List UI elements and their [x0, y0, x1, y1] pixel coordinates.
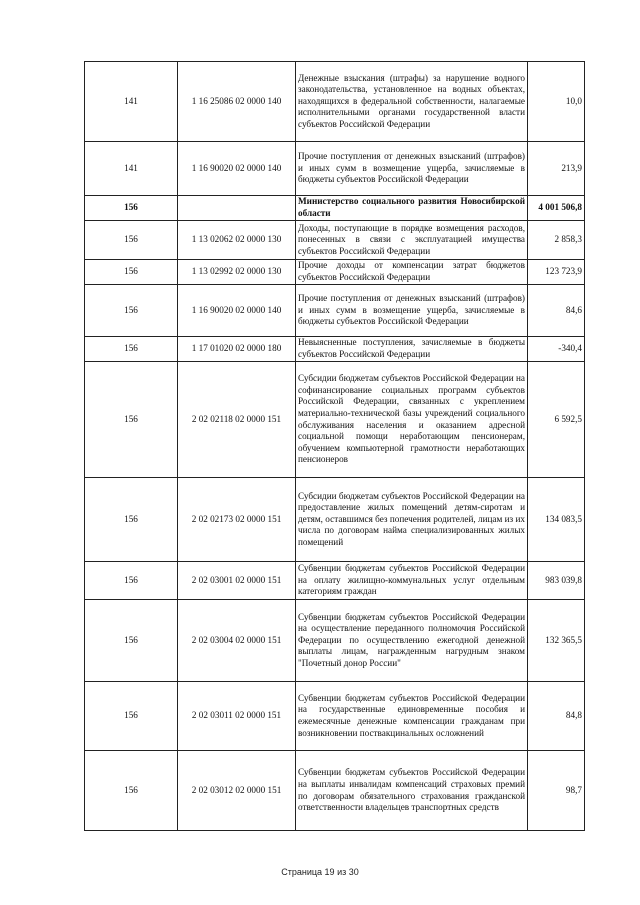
table-row — [85, 285, 585, 337]
amount-cell: 2 858,3 — [528, 221, 585, 260]
amount-cell: 134 083,5 — [528, 478, 585, 562]
revenue-name-cell: Прочие поступления от денежных взысканий (штрафов) и иных сумм в возмещение ущерба, зачисляемые в бюджеты субъектов Российской Федерации — [296, 285, 528, 337]
table-row — [85, 362, 585, 478]
revenue-code-cell: 2 02 02118 02 0000 151 — [178, 362, 296, 478]
revenue-name-cell: Министерство социального развития Новосибирской области — [296, 196, 528, 221]
revenue-name-cell: Денежные взыскания (штрафы) за нарушение водного законодательства, установленное на водных объектах, находящихся в федеральной собственности, налагаемые исполнительными органами государственной власти субъектов Российской Федерации — [296, 62, 528, 142]
table-row — [85, 221, 585, 260]
revenue-name-cell: Субсидии бюджетам субъектов Российской Федерации на предоставление жилых помещений детям-сиротам и детям, оставшимся без попечения родителей, лицам из их числа по договорам найма специализированных жилых помещений — [296, 478, 528, 562]
amount-cell: 123 723,9 — [528, 260, 585, 285]
revenue-code-cell: 1 16 90020 02 0000 140 — [178, 285, 296, 337]
admin-code-cell: 156 — [85, 362, 178, 478]
revenue-code-cell: 2 02 02173 02 0000 151 — [178, 478, 296, 562]
revenue-name-cell: Прочие поступления от денежных взысканий (штрафов) и иных сумм в возмещение ущерба, зачисляемые в бюджеты субъектов Российской Федерации — [296, 142, 528, 196]
admin-code-cell: 156 — [85, 196, 178, 221]
table-row — [85, 260, 585, 285]
admin-code-cell: 156 — [85, 600, 178, 682]
revenue-code-cell: 2 02 03012 02 0000 151 — [178, 751, 296, 831]
amount-cell: 84,6 — [528, 285, 585, 337]
revenue-code-cell: 1 16 90020 02 0000 140 — [178, 142, 296, 196]
table-row — [85, 562, 585, 600]
table-body — [85, 62, 585, 831]
admin-code-cell: 141 — [85, 142, 178, 196]
table-row — [85, 337, 585, 362]
table-row — [85, 142, 585, 196]
revenue-name-cell: Субвенции бюджетам субъектов Российской Федерации на государственные единовременные пособия и ежемесячные денежные компенсации гражданам при возникновении поствакцинальных осложнений — [296, 682, 528, 751]
admin-code-cell: 156 — [85, 562, 178, 600]
amount-cell: 84,8 — [528, 682, 585, 751]
amount-cell: 4 001 506,8 — [528, 196, 585, 221]
table-row — [85, 62, 585, 142]
table-row — [85, 682, 585, 751]
amount-cell: 983 039,8 — [528, 562, 585, 600]
revenue-table — [84, 61, 585, 831]
revenue-code-cell: 1 13 02062 02 0000 130 — [178, 221, 296, 260]
revenue-code-cell: 2 02 03004 02 0000 151 — [178, 600, 296, 682]
revenue-name-cell: Невыясненные поступления, зачисляемые в бюджеты субъектов Российской Федерации — [296, 337, 528, 362]
admin-code-cell: 156 — [85, 260, 178, 285]
revenue-code-cell: 2 02 03011 02 0000 151 — [178, 682, 296, 751]
amount-cell: 10,0 — [528, 62, 585, 142]
page-footer: Страница 19 из 30 — [281, 867, 359, 877]
admin-code-cell: 156 — [85, 478, 178, 562]
revenue-name-cell: Субвенции бюджетам субъектов Российской Федерации на оплату жилищно-коммунальных услуг отдельным категориям граждан — [296, 562, 528, 600]
admin-code-cell: 156 — [85, 337, 178, 362]
revenue-name-cell: Прочие доходы от компенсации затрат бюджетов субъектов Российской Федерации — [296, 260, 528, 285]
amount-cell: 98,7 — [528, 751, 585, 831]
admin-code-cell: 156 — [85, 221, 178, 260]
revenue-name-cell: Субвенции бюджетам субъектов Российской Федерации на осуществление переданного полномочия Российской Федерации по осуществлению ежегодной денежной выплаты лицам, награжденным нагрудным знаком "Почетный донор России" — [296, 600, 528, 682]
table-row — [85, 196, 585, 221]
amount-cell: 6 592,5 — [528, 362, 585, 478]
amount-cell: 132 365,5 — [528, 600, 585, 682]
revenue-code-cell: 1 13 02992 02 0000 130 — [178, 260, 296, 285]
table-row — [85, 751, 585, 831]
admin-code-cell: 156 — [85, 682, 178, 751]
admin-code-cell: 156 — [85, 751, 178, 831]
admin-code-cell: 156 — [85, 285, 178, 337]
admin-code-cell: 141 — [85, 62, 178, 142]
revenue-code-cell: 2 02 03001 02 0000 151 — [178, 562, 296, 600]
table-row — [85, 478, 585, 562]
amount-cell: -340,4 — [528, 337, 585, 362]
amount-cell: 213,9 — [528, 142, 585, 196]
revenue-name-cell: Доходы, поступающие в порядке возмещения расходов, понесенных в связи с эксплуатацией имущества субъектов Российской Федерации — [296, 221, 528, 260]
revenue-code-cell: 1 16 25086 02 0000 140 — [178, 62, 296, 142]
table-row — [85, 600, 585, 682]
revenue-name-cell: Субвенции бюджетам субъектов Российской Федерации на выплаты инвалидам компенсаций страховых премий по договорам обязательного страхования гражданской ответственности владельцев транспортных средств — [296, 751, 528, 831]
revenue-code-cell — [178, 196, 296, 221]
revenue-code-cell: 1 17 01020 02 0000 180 — [178, 337, 296, 362]
revenue-name-cell: Субсидии бюджетам субъектов Российской Федерации на софинансирование социальных программ субъектов Российской Федерации, связанных с укреплением материально-технической базы учреждений социального обслуживания населения и оказанием адресной социальной помощи неработающим пенсионерам, обучением компьютерной грамотности неработающих пенсионеров — [296, 362, 528, 478]
